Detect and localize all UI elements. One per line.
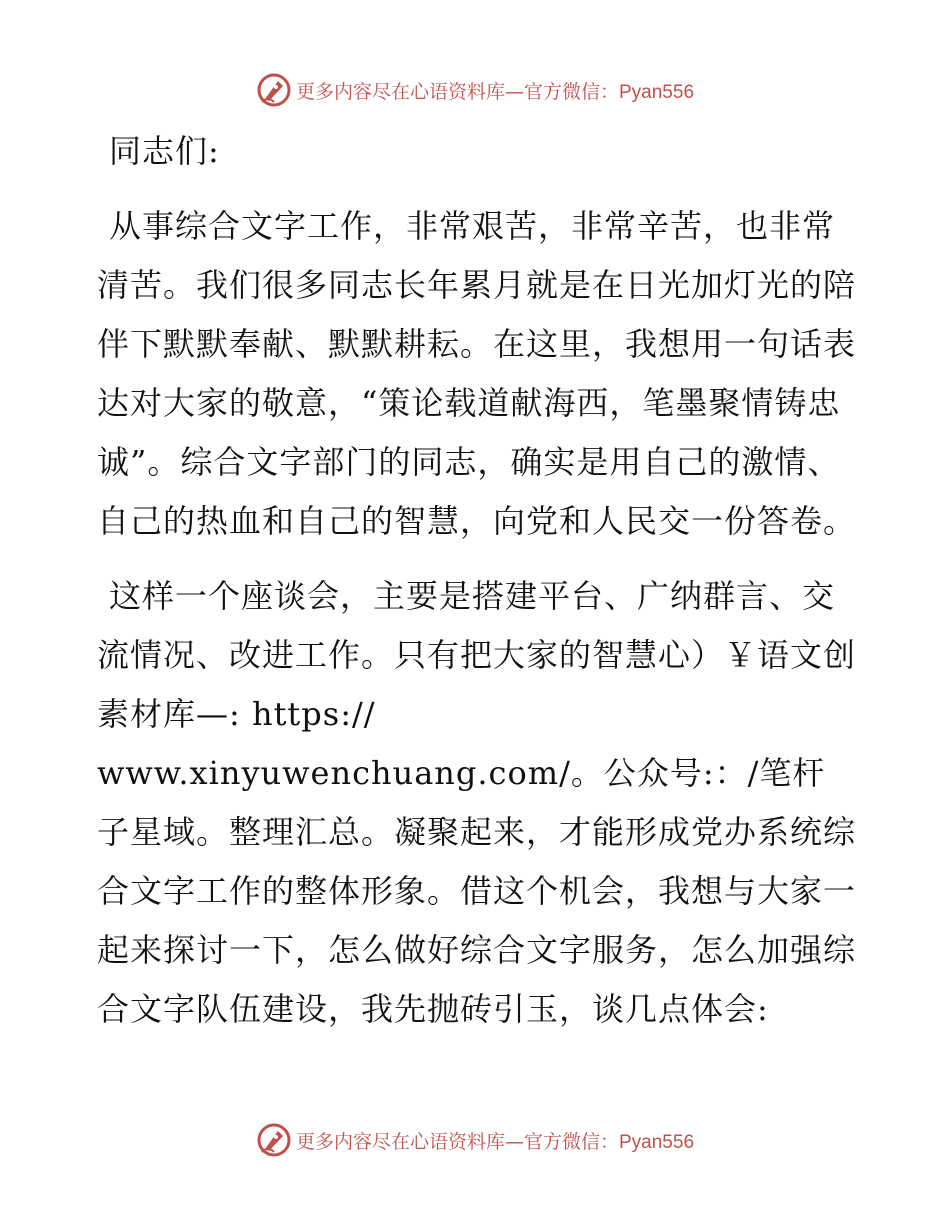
paragraph-1 bbox=[97, 197, 857, 551]
watermark-label: 更多内容尽在心语资料库—官方微信： bbox=[295, 1130, 619, 1153]
watermark-label: 更多内容尽在心语资料库—官方微信： bbox=[295, 80, 619, 103]
pen-nib-circle-logo-icon bbox=[256, 72, 292, 108]
paragraph-2-text: 这样一个座谈会，主要是搭建平台、广纳群言、交流情况、改进工作。只有把大家的智慧心）￥语文创素材库—: https:// bbox=[97, 577, 857, 733]
paragraph-3-text: www.xinyuwenchuang.com/。公众号:：/笔杆子星域。整理汇总。凝聚起来，才能形成党办系统综合文字工作的整体形象。借这个机会，我想与大家一起来探讨一下，怎么做好综合文字服务，怎么加强综合文字队伍建设，我先抛砖引玉，谈几点体会: bbox=[97, 754, 857, 1028]
watermark-wechat-id: Pyan556 bbox=[619, 81, 695, 103]
document-body bbox=[97, 122, 857, 1039]
salutation bbox=[97, 122, 857, 181]
paragraph-3 bbox=[97, 744, 857, 1039]
watermark-text bbox=[296, 1127, 694, 1154]
header-watermark bbox=[0, 70, 950, 110]
watermark-text bbox=[296, 77, 694, 104]
paragraph-2 bbox=[97, 567, 857, 744]
footer-watermark bbox=[0, 1120, 950, 1160]
watermark-wechat-id: Pyan556 bbox=[619, 1131, 695, 1153]
salutation-text: 同志们: bbox=[109, 132, 220, 170]
paragraph-1-text: 从事综合文字工作，非常艰苦，非常辛苦，也非常清苦。我们很多同志长年累月就是在日光加灯光的陪伴下默默奉献、默默耕耘。在这里，我想用一句话表达对大家的敬意，“策论载道献海西，笔墨聚情铸忠诚”。综合文字部门的同志，确实是用自己的激情、自己的热血和自己的智慧，向党和人民交一份答卷。 bbox=[97, 207, 857, 540]
pen-nib-circle-logo-icon bbox=[256, 1122, 292, 1158]
